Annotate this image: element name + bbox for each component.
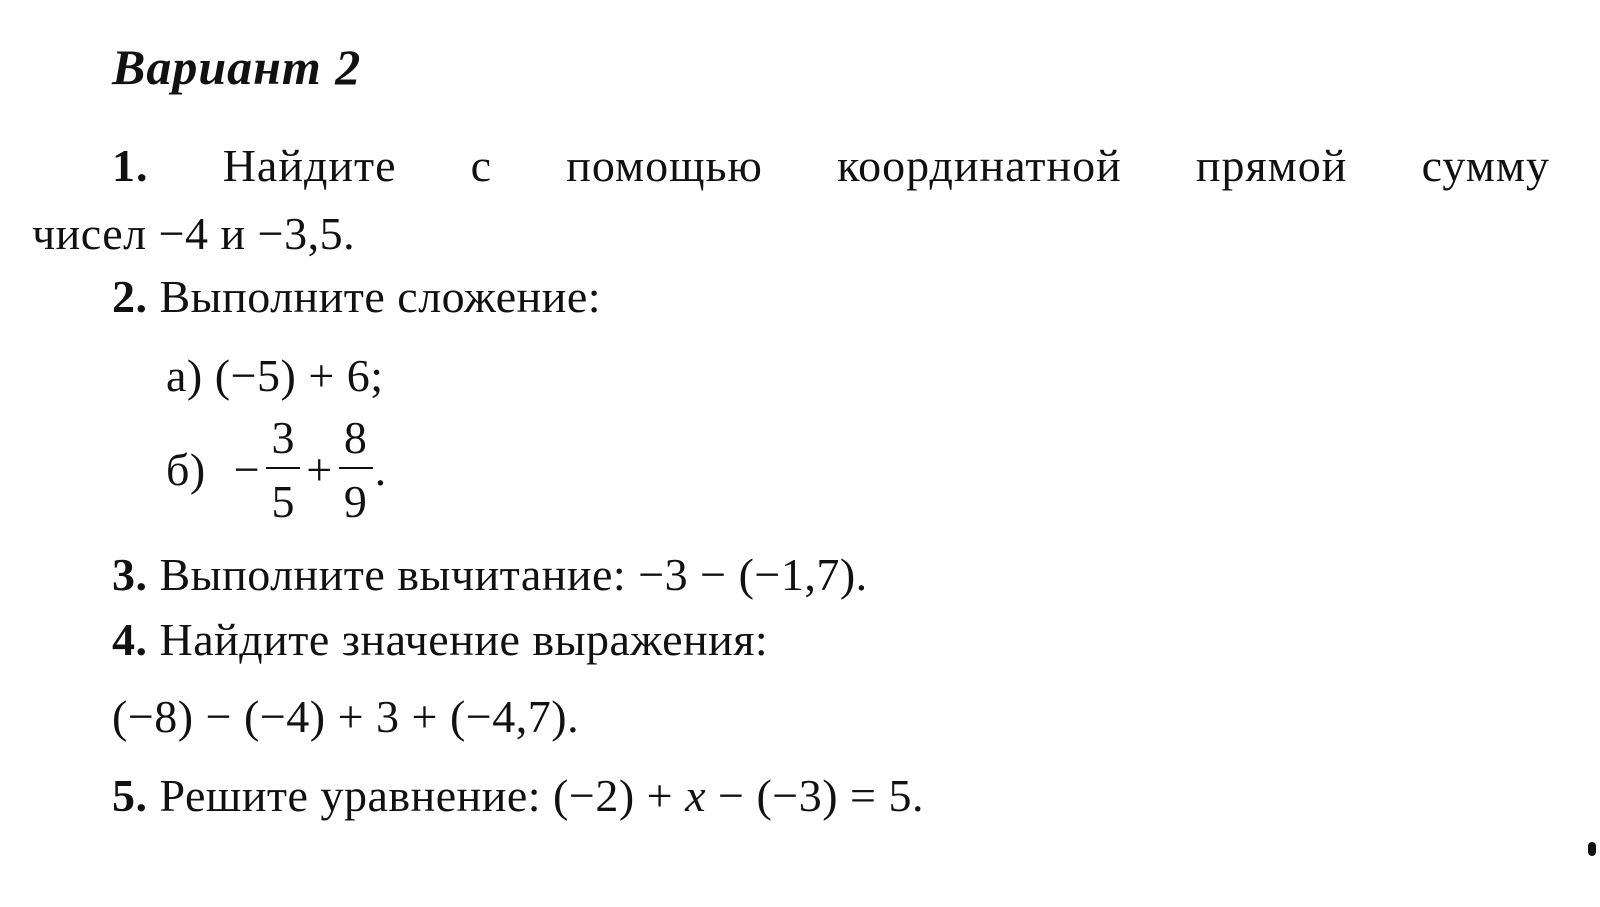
task-1-text: Найдите с помощью координатной прямой сумму bbox=[222, 140, 1550, 191]
edge-mark bbox=[1588, 842, 1596, 856]
task-2a bbox=[166, 350, 384, 401]
task-2 bbox=[112, 271, 602, 322]
task-2a-label: а) bbox=[166, 350, 203, 401]
task-2b-label: б) bbox=[166, 444, 206, 495]
fraction-eight-ninths bbox=[339, 412, 373, 527]
task-3 bbox=[112, 549, 868, 600]
fraction-numerator: 3 bbox=[271, 412, 295, 463]
task-5-text-before: Решите уравнение: (−2) + bbox=[159, 770, 686, 821]
minus-sign: − bbox=[233, 444, 261, 495]
task-2-number: 2. bbox=[112, 271, 148, 322]
variable-x: x bbox=[685, 770, 706, 821]
fraction-numerator: 8 bbox=[343, 412, 368, 463]
task-4 bbox=[112, 614, 769, 665]
task-1-line-1 bbox=[112, 140, 1550, 191]
task-1-line-2: чисел −4 и −3,5. bbox=[32, 208, 356, 259]
task-5 bbox=[112, 770, 924, 821]
task-5-text-after: − (−3) = 5. bbox=[706, 770, 924, 821]
task-5-number: 5. bbox=[112, 770, 148, 821]
fraction-denominator: 5 bbox=[271, 476, 295, 527]
task-2-text: Выполните сложение: bbox=[159, 271, 602, 322]
task-4-text: Найдите значение выражения: bbox=[159, 614, 769, 665]
fraction-denominator: 9 bbox=[343, 476, 368, 527]
task-4-expression: (−8) − (−4) + 3 + (−4,7). bbox=[112, 691, 580, 742]
task-2b bbox=[166, 412, 387, 527]
variant-title: Вариант 2 bbox=[112, 39, 362, 95]
task-2a-expression: (−5) + 6; bbox=[214, 350, 384, 401]
plus-sign: + bbox=[306, 444, 333, 495]
task-1-number: 1. bbox=[112, 140, 149, 191]
task-3-text: Выполните вычитание: −3 − (−1,7). bbox=[159, 549, 868, 600]
period: . bbox=[374, 444, 387, 495]
task-4-number: 4. bbox=[112, 614, 148, 665]
fraction-three-fifths bbox=[266, 412, 300, 527]
task-3-number: 3. bbox=[112, 549, 148, 600]
